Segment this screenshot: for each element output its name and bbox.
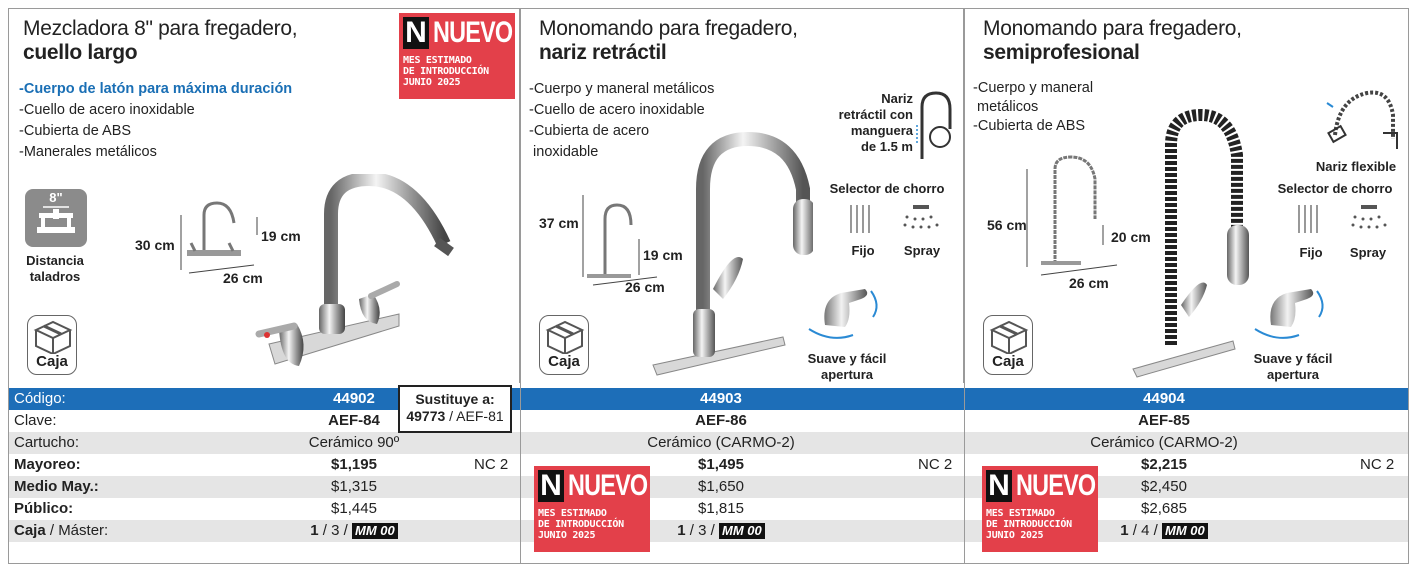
stream-icon xyxy=(1289,203,1329,239)
spray-selector-label: Selector de chorro xyxy=(1277,181,1393,196)
publico-2: $1,815 xyxy=(698,500,744,517)
feature-list: -Cuerpo y maneral metálicos -Cubierta de ABS xyxy=(973,80,1094,134)
clave-2: AEF-86 xyxy=(695,412,747,429)
soft-open-label: Suave y fácil apertura xyxy=(807,351,887,382)
dim-spout: 19 cm xyxy=(643,247,683,263)
divider xyxy=(964,383,965,563)
drill-distance-label: Distancia taladros xyxy=(26,253,84,284)
medio-2: $1,650 xyxy=(698,478,744,495)
flexible-nozzle-icon xyxy=(1325,85,1405,155)
mayoreo-1: $1,195 xyxy=(331,456,377,473)
medio-1: $1,315 xyxy=(331,478,377,495)
nuevo-badge: N NUEVO MES ESTIMADO DE INTRODUCCIÓN JUNIO 2025 xyxy=(534,466,650,552)
feature-list: -Cuerpo y maneral metálicos -Cuello de acero inoxidable -Cubierta de acero inoxidable xyxy=(529,81,715,160)
product-panel-1 xyxy=(8,8,520,383)
flexible-nozzle-label: Nariz flexible xyxy=(1315,159,1397,174)
mayoreo-2: $1,495 xyxy=(698,456,744,473)
label-codigo: Código: xyxy=(14,390,66,407)
dim-width: 26 cm xyxy=(625,279,665,295)
cartucho-3: Cerámico (CARMO-2) xyxy=(1090,434,1238,451)
spray-label: Spray xyxy=(903,243,941,258)
divider xyxy=(520,383,521,563)
box-icon: Caja xyxy=(27,315,77,375)
codigo-1: 44902 xyxy=(333,390,375,407)
retractable-hose-icon xyxy=(914,89,956,161)
dim-height: 56 cm xyxy=(987,217,1027,233)
product-panel-3 xyxy=(964,8,1409,383)
nc-2: NC 2 xyxy=(918,456,953,473)
dim-spout: 20 cm xyxy=(1111,229,1151,245)
nuevo-badge: N NUEVO MES ESTIMADO DE INTRODUCCIÓN JUNIO 2025 xyxy=(399,13,515,99)
faucet-image xyxy=(239,174,479,379)
caja-2: 1 / 3 / MM 00 xyxy=(651,520,791,542)
mayoreo-3: $2,215 xyxy=(1141,456,1187,473)
spray-label: Spray xyxy=(1349,245,1387,260)
publico-1: $1,445 xyxy=(331,500,377,517)
drill-distance-icon: 8" xyxy=(25,189,87,247)
dim-height: 37 cm xyxy=(539,215,579,231)
publico-3: $2,685 xyxy=(1141,500,1187,517)
spray-icon xyxy=(899,203,943,239)
fijo-label: Fijo xyxy=(851,243,875,258)
label-cartucho: Cartucho: xyxy=(14,434,80,451)
replaces-box: Sustituye a: 49773 / AEF-81 xyxy=(398,385,512,433)
clave-3: AEF-85 xyxy=(1138,412,1190,429)
feature-list: -Cuerpo de latón para máxima duración -Cuello de acero inoxidable -Cubierta de ABS -Manerales metálicos xyxy=(19,81,293,160)
caja-3: 1 / 4 / MM 00 xyxy=(1094,520,1234,542)
cartucho-1: Cerámico 90º xyxy=(308,434,400,451)
cartucho-2: Cerámico (CARMO-2) xyxy=(647,434,795,451)
medio-3: $2,450 xyxy=(1141,478,1187,495)
label-caja: Caja / Máster: xyxy=(14,522,109,539)
codigo-3: 44904 xyxy=(1143,390,1185,407)
product-title: Mezcladora 8" para fregadero, cuello largo xyxy=(23,17,298,64)
product-title: Monomando para fregadero, nariz retráctil xyxy=(539,17,798,64)
product-panel-2 xyxy=(520,8,964,383)
nuevo-badge: N NUEVO MES ESTIMADO DE INTRODUCCIÓN JUNIO 2025 xyxy=(982,466,1098,552)
label-medio: Medio May.: xyxy=(14,478,99,495)
label-mayoreo: Mayoreo: xyxy=(14,456,81,473)
dim-spout: 19 cm xyxy=(261,228,301,244)
caja-1: 1 / 3 / MM 00 xyxy=(284,520,424,542)
dim-width: 26 cm xyxy=(1069,275,1109,291)
dim-height: 30 cm xyxy=(135,237,175,253)
clave-1: AEF-84 xyxy=(328,412,380,429)
label-publico: Público: xyxy=(14,500,74,517)
faucet-image xyxy=(1131,105,1271,379)
faucet-image xyxy=(643,129,813,379)
retractable-nozzle-label: Nariz retráctil con manguera de 1.5 m xyxy=(838,91,913,154)
soft-open-label: Suave y fácil apertura xyxy=(1253,351,1333,382)
nc-1: NC 2 xyxy=(474,456,509,473)
table-border xyxy=(8,383,1409,564)
stream-icon xyxy=(841,203,881,239)
codigo-2: 44903 xyxy=(700,390,742,407)
spray-selector-label: Selector de chorro xyxy=(829,181,945,196)
label-clave: Clave: xyxy=(14,412,57,429)
dim-width: 26 cm xyxy=(223,270,263,286)
product-title: Monomando para fregadero, semiprofesional xyxy=(983,17,1242,64)
lever-icon xyxy=(801,281,891,347)
faucet-diagram xyxy=(1021,149,1131,279)
fijo-label: Fijo xyxy=(1299,245,1323,260)
nc-3: NC 2 xyxy=(1360,456,1395,473)
box-icon: Caja xyxy=(983,315,1033,375)
box-icon: Caja xyxy=(539,315,589,375)
spray-icon xyxy=(1347,203,1391,239)
